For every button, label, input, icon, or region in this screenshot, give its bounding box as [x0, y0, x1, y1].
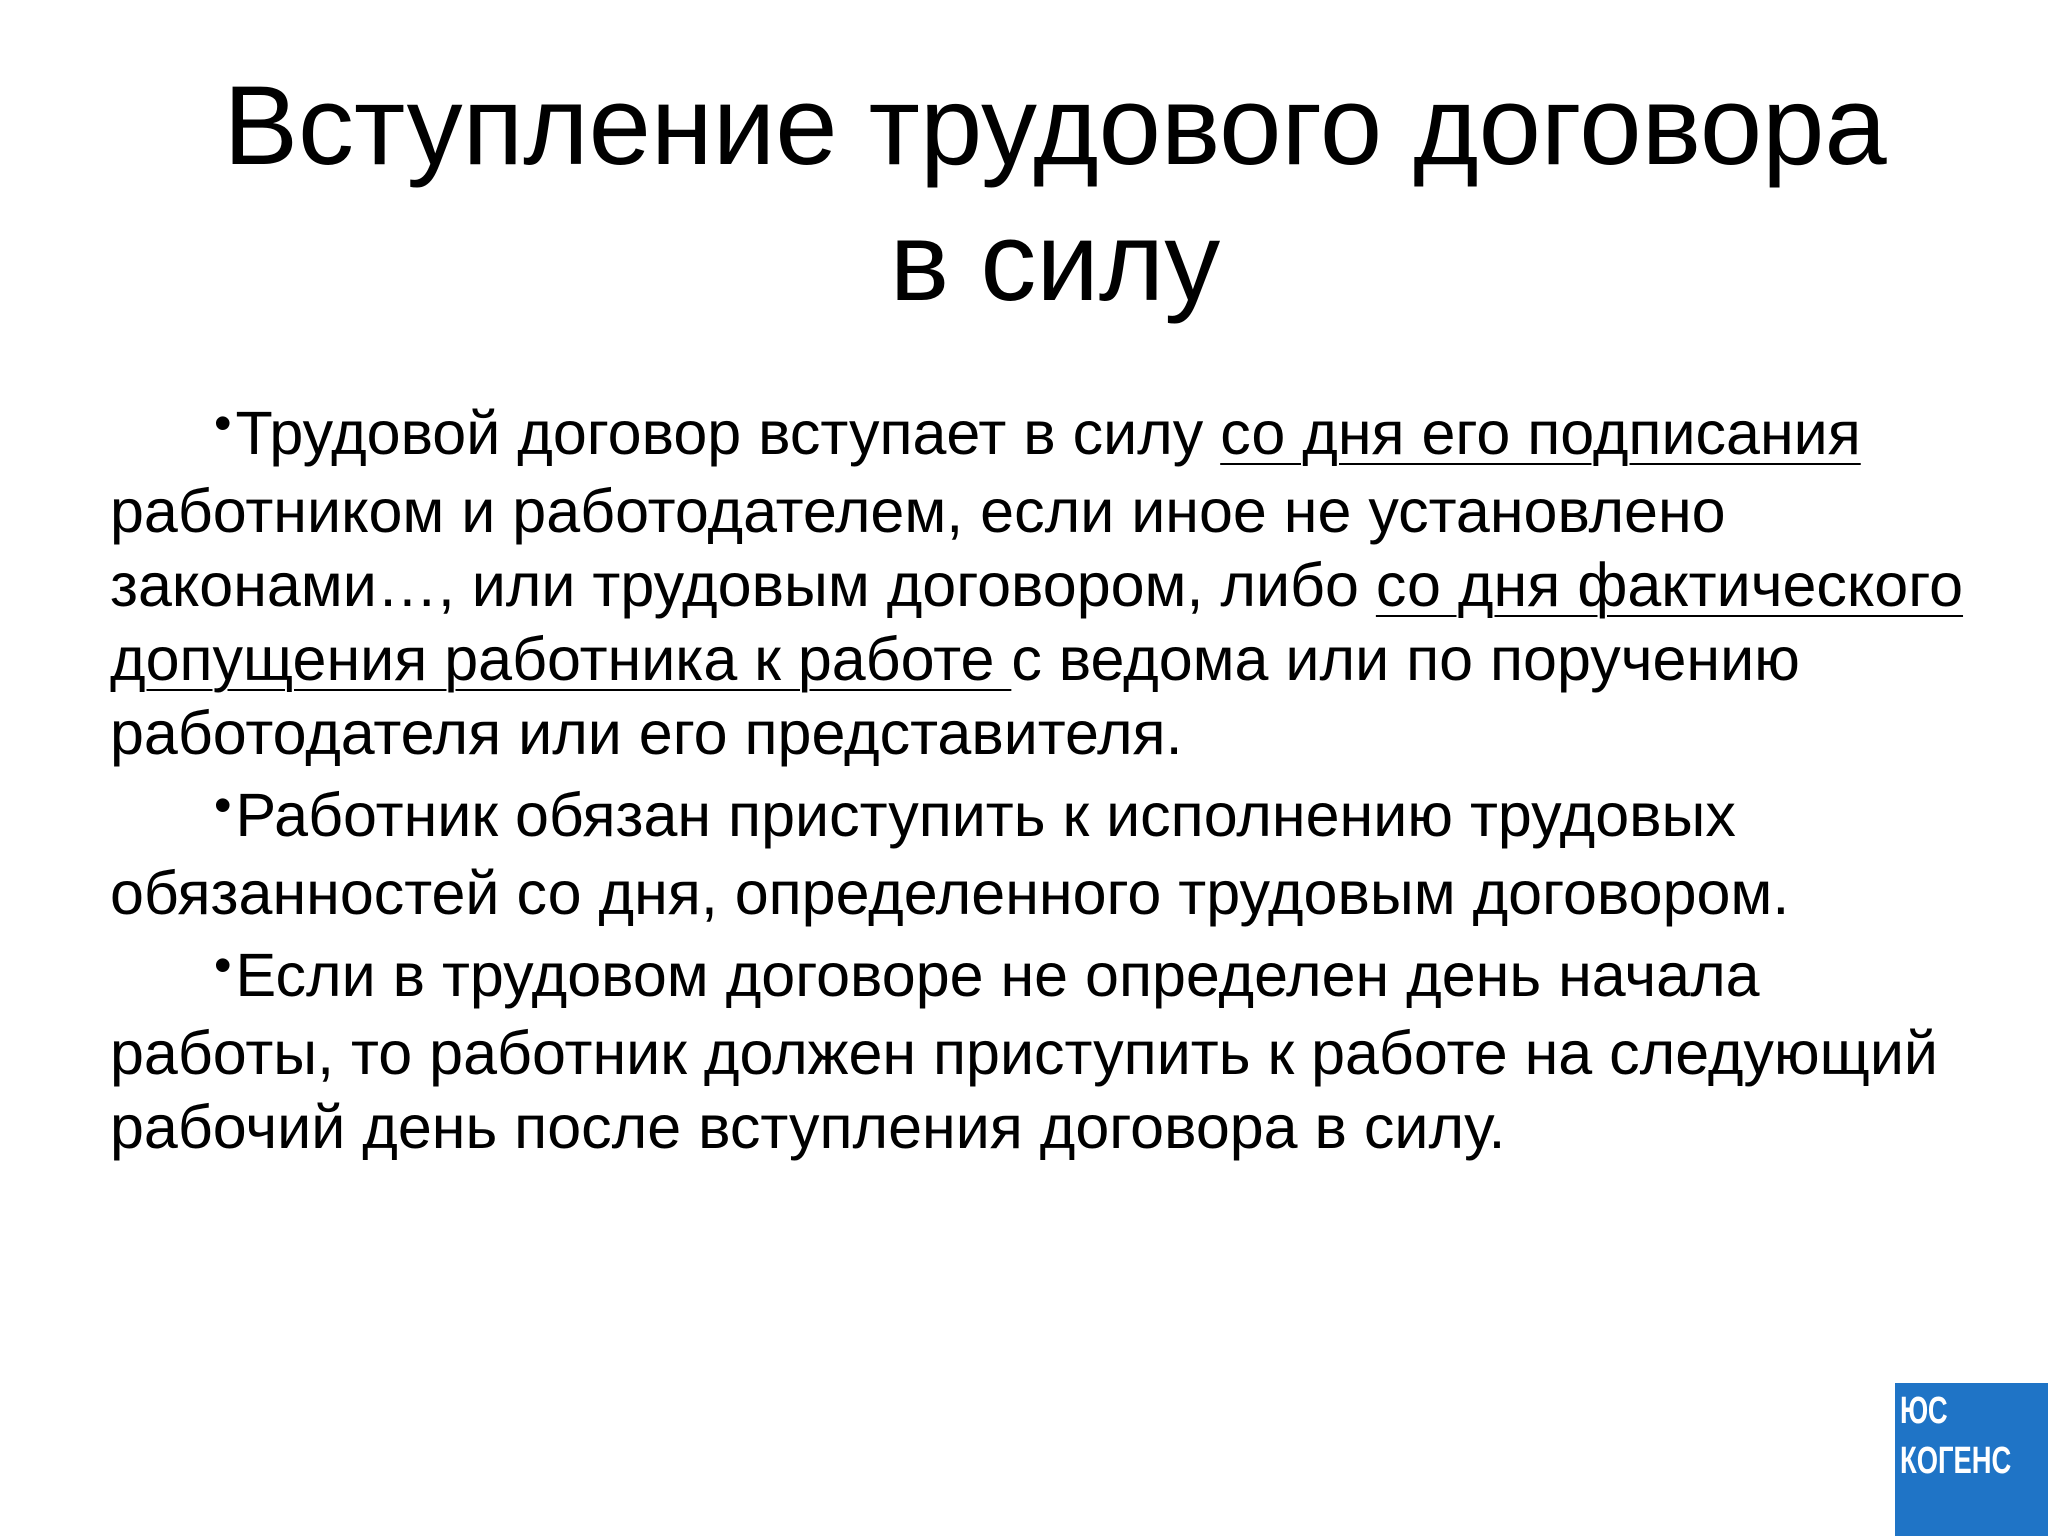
paragraph-text: Трудовой договор вступает в силу	[235, 399, 1221, 467]
logo-text-line-2: КОГЕНС	[1900, 1440, 2012, 1482]
logo-text-line-1: ЮС	[1900, 1390, 1948, 1432]
slide-title-line-1: Вступление трудового договора	[223, 63, 1887, 188]
paragraph-1	[110, 396, 1970, 770]
underlined-text: со дня его подписания	[1220, 399, 1861, 467]
company-logo	[1895, 1383, 2048, 1536]
bullet-icon: •	[214, 777, 232, 833]
paragraph-text: с ведома или по поручению работодателя или его представителя.	[110, 625, 1800, 767]
paragraph-text: работником и работодателем, если иное не установлено законами…, или трудовым договором, либо	[110, 477, 1726, 619]
paragraph-2	[110, 778, 1970, 930]
paragraph-3	[110, 938, 1970, 1164]
slide-title	[170, 58, 1940, 330]
slide-title-line-2: в силу	[889, 199, 1221, 324]
paragraph-text: Если в трудовом договоре не определен день начала работы, то работник должен приступить к работе на следующий рабочий день после вступления договора в силу.	[110, 941, 1939, 1161]
paragraph-text: Работник обязан приступить к исполнению трудовых обязанностей со дня, определенного трудовым договором.	[110, 781, 1790, 927]
bullet-icon: •	[214, 395, 232, 451]
slide-body	[110, 396, 1970, 1172]
bullet-icon: •	[214, 937, 232, 993]
underlined-text: со дня фактического допущения работника к работе	[110, 551, 1964, 693]
